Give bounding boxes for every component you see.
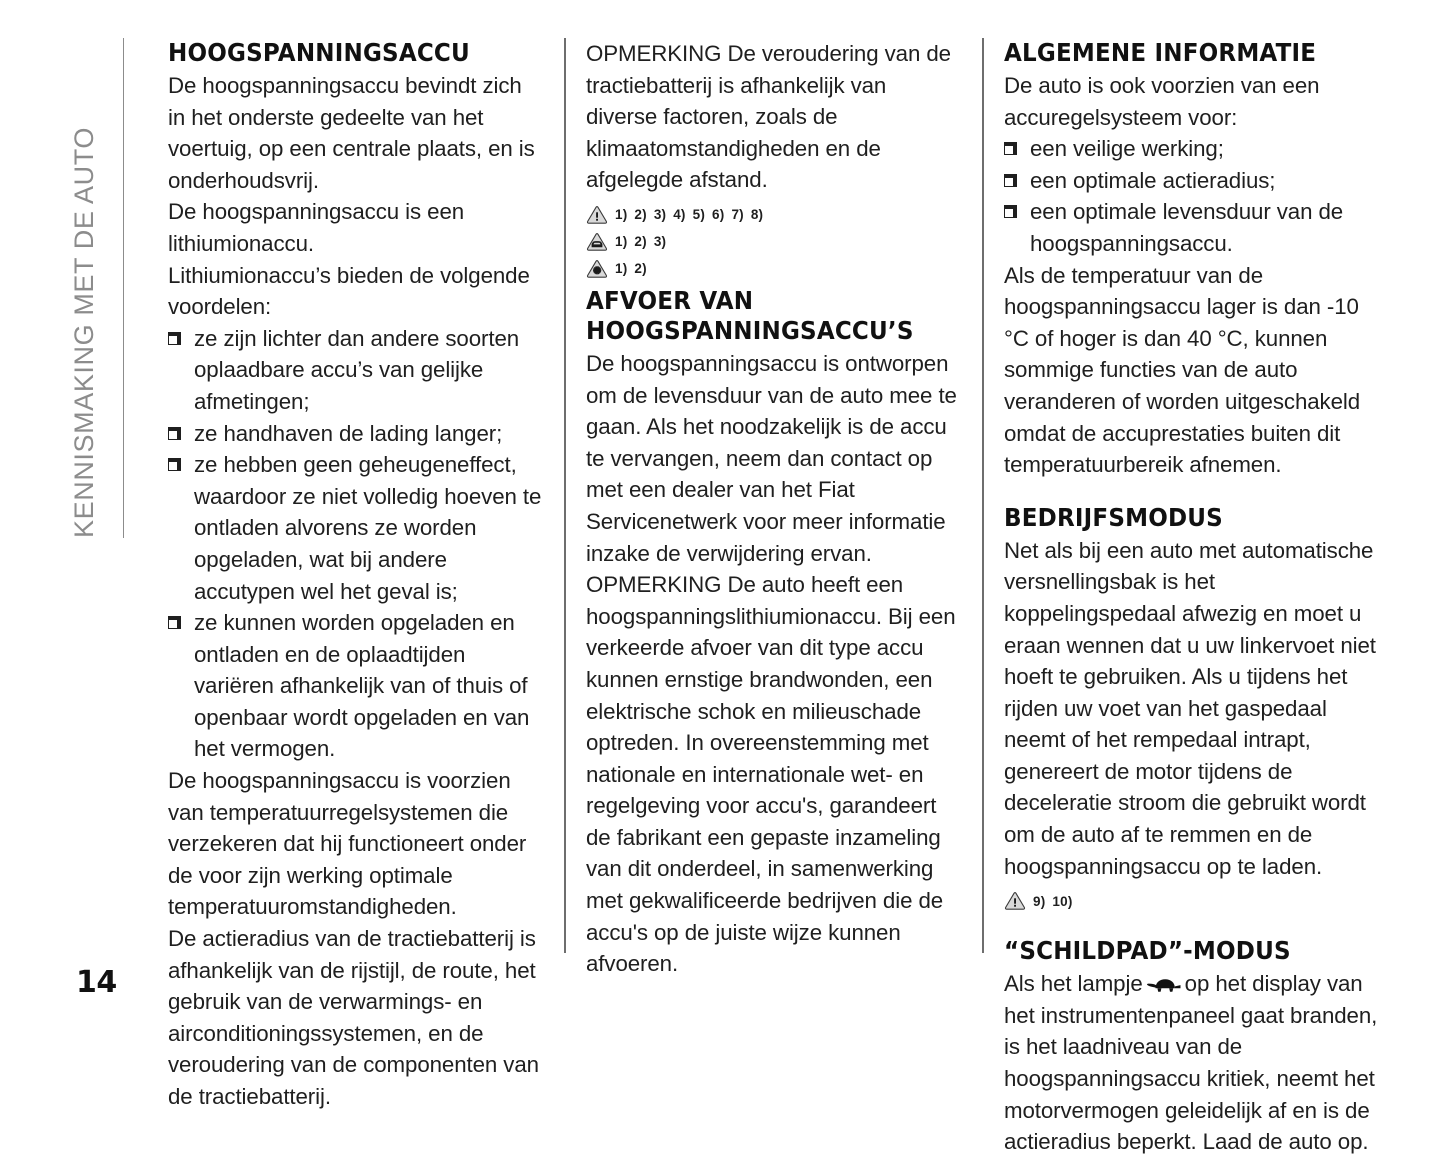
bullet-list-item	[168, 607, 542, 765]
bullet-square-icon	[1004, 142, 1017, 155]
body-paragraph: De hoogspanningsaccu is voorzien van temperatuurregelsystemen die verzekeren dat hij functioneert onder de voor zijn werking optimale temperatuuromstandigheden.	[168, 768, 527, 920]
warning-reference-numbers	[615, 207, 770, 222]
warning-reference-number: 1)	[615, 207, 628, 223]
body-paragraph: Als de temperatuur van de hoogspanningsaccu lager is dan -10 °C of hoger is dan 40 °C, kunnen sommige functies van de auto veranderen of worden uitgeschakeld omdat de accuprestaties buiten dit temperatuurbereik afnemen.	[1004, 262, 1361, 478]
chapter-tab-label: KENNISMAKING MET DE AUTO	[69, 127, 99, 538]
bullet-list-item	[168, 449, 542, 607]
bullet-list-item	[168, 323, 542, 418]
warning-symbol-row	[586, 229, 960, 255]
bullet-square-icon	[168, 332, 181, 345]
warning-reference-number: 1)	[615, 234, 628, 250]
warning-reference-number: 2)	[634, 207, 647, 223]
warning-reference-number: 5)	[692, 207, 706, 223]
body-paragraph: De hoogspanningsaccu is ontworpen om de levensduur van de auto mee te gaan. Als het noodzakelijk is de accu te vervangen, neem dan contact op met een dealer van het Fiat Servicenetwerk voor meer informatie inzake de verwijdering ervan.	[586, 350, 957, 566]
warning-reference-number: 4)	[673, 207, 686, 223]
warning-reference-number: 8)	[750, 207, 764, 223]
body-paragraph: OPMERKING De veroudering van de tractiebatterij is afhankelijk van diverse factoren, zoals de klimaatomstandigheden en de afgelegde afstand.	[586, 41, 951, 193]
bullet-list-item-label: een veilige werking;	[1030, 136, 1224, 162]
body-paragraph: De hoogspanningsaccu is een lithiumionaccu.	[168, 199, 465, 256]
warning-symbol-block	[1004, 888, 1378, 914]
warning-symbol-row	[1004, 888, 1378, 914]
warning-symbol-row	[586, 202, 960, 228]
body-paragraph-with-icon	[1004, 968, 1378, 1158]
paragraph-text-before-icon: Als het lampje	[1004, 971, 1143, 997]
section-heading: HOOGSPANNINGSACCU	[168, 38, 470, 67]
warning-reference-number: 1)	[615, 261, 628, 277]
text-column-2	[586, 38, 960, 977]
warning-reference-number: 10)	[1052, 893, 1073, 909]
page-number: 14	[76, 965, 117, 1000]
column-divider-2	[982, 38, 984, 953]
warning-reference-number: 6)	[712, 207, 725, 223]
chapter-tab	[62, 38, 132, 538]
body-paragraph: De hoogspanningsaccu bevindt zich in het onderste gedeelte van het voertuig, op een centrale plaats, en is onderhoudsvrij.	[168, 73, 535, 193]
body-paragraph: De actieradius van de tractiebatterij is afhankelijk van de rijstijl, de route, het gebruik van de verwarmings- en airconditioningssystemen, en de veroudering van de componenten van de tractiebatterij.	[168, 926, 539, 1109]
body-paragraph: De auto is ook voorzien van een accuregelsysteem voor:	[1004, 73, 1320, 130]
warning-triangle-environment-icon	[586, 259, 608, 279]
bullet-list-item	[1004, 133, 1378, 165]
section-heading: ALGEMENE INFORMATIE	[1004, 38, 1317, 67]
section-heading: AFVOER VAN HOOGSPANNINGSACCU’S	[586, 285, 914, 345]
text-column-3	[1004, 38, 1378, 1155]
chapter-tab-rule	[123, 38, 124, 538]
page-content-columns	[168, 38, 1378, 1155]
bullet-list-item-label: ze zijn lichter dan andere soorten oplaadbare accu’s van gelijke afmetingen;	[194, 325, 520, 414]
bullet-square-icon	[168, 616, 181, 629]
section-heading: “SCHILDPAD”-MODUS	[1004, 936, 1291, 966]
body-paragraph: OPMERKING De auto heeft een hoogspanningslithiumionaccu. Bij een verkeerde afvoer van dit type accu kunnen ernstige brandwonden, een elektrische schok en milieuschade optreden. In overeenstemming met nationale en internationale wet- en regelgeving voor accu's, garandeert de fabrikant een gepaste inzameling van dit onderdeel, in samenwerking met gekwalificeerde bedrijven die de accu's op de juiste wijze kunnen afvoeren.	[586, 572, 956, 977]
bullet-square-icon	[168, 458, 181, 471]
warning-reference-number: 3)	[653, 234, 667, 250]
bullet-list-item-label: ze kunnen worden opgeladen en ontladen en de oplaadtijden variëren afhankelijk van of thuis of openbaar wordt opgeladen en van het vermogen.	[194, 610, 530, 762]
bullet-square-icon	[168, 427, 181, 440]
bullet-square-icon	[1004, 174, 1017, 187]
warning-triangle-vehicle-icon	[586, 232, 608, 252]
bullet-list-item-label: een optimale actieradius;	[1030, 167, 1276, 193]
bullet-list-item	[1004, 196, 1378, 259]
warning-reference-numbers	[615, 234, 673, 249]
warning-reference-number: 7)	[731, 207, 744, 223]
bullet-list-item-label: een optimale levensduur van de hoogspanningsaccu.	[1030, 199, 1344, 256]
warning-reference-numbers	[615, 261, 654, 276]
warning-triangle-exclamation-icon	[1004, 891, 1026, 911]
warning-triangle-exclamation-icon	[586, 205, 608, 225]
bullet-list-item	[168, 418, 542, 450]
body-paragraph: Net als bij een auto met automatische versnellingsbak is het koppelingspedaal afwezig en moet u eraan wennen dat u uw linkervoet niet hoeft te gebruiken. Als u tijdens het rijden uw voet van het gaspedaal neemt of het rempedaal intrapt, genereert de motor tijdens de deceleratie stroom die gebruikt wordt om de auto af te remmen en de hoogspanningsaccu op te laden.	[1004, 537, 1376, 879]
bullet-square-icon	[1004, 205, 1017, 218]
warning-symbol-block	[586, 202, 960, 282]
warning-reference-number: 2)	[634, 261, 647, 277]
warning-reference-number: 9)	[1033, 893, 1046, 909]
text-column-1	[168, 38, 542, 1109]
warning-reference-number: 2)	[634, 234, 647, 250]
warning-reference-number: 3)	[653, 207, 667, 223]
body-paragraph: Lithiumionaccu’s bieden de volgende voordelen:	[168, 262, 530, 320]
turtle-icon	[1146, 971, 1182, 990]
section-heading: BEDRIJFSMODUS	[1004, 502, 1223, 532]
bullet-list-item-label: ze handhaven de lading langer;	[194, 420, 503, 446]
bullet-list-item	[1004, 165, 1378, 197]
paragraph-text-after-icon: op het display van het instrumentenpaneel gaat branden, is het laadniveau van de hoogspanningsaccu kritiek, neemt het motorvermogen geleidelijk af en is de actieradius beperkt. Laad de auto op.	[1004, 971, 1378, 1155]
column-gap-1	[542, 38, 586, 953]
bullet-list-item-label: ze hebben geen geheugeneffect, waardoor ze niet volledig hoeven te ontladen alvorens ze worden opgeladen, wat bij andere accutypen wel het geval is;	[194, 452, 542, 604]
warning-symbol-row	[586, 256, 960, 282]
bullet-list	[1004, 133, 1378, 259]
column-gap-2	[960, 38, 1004, 953]
column-divider-1	[564, 38, 566, 953]
bullet-list	[168, 323, 542, 765]
warning-reference-numbers	[1033, 894, 1080, 909]
